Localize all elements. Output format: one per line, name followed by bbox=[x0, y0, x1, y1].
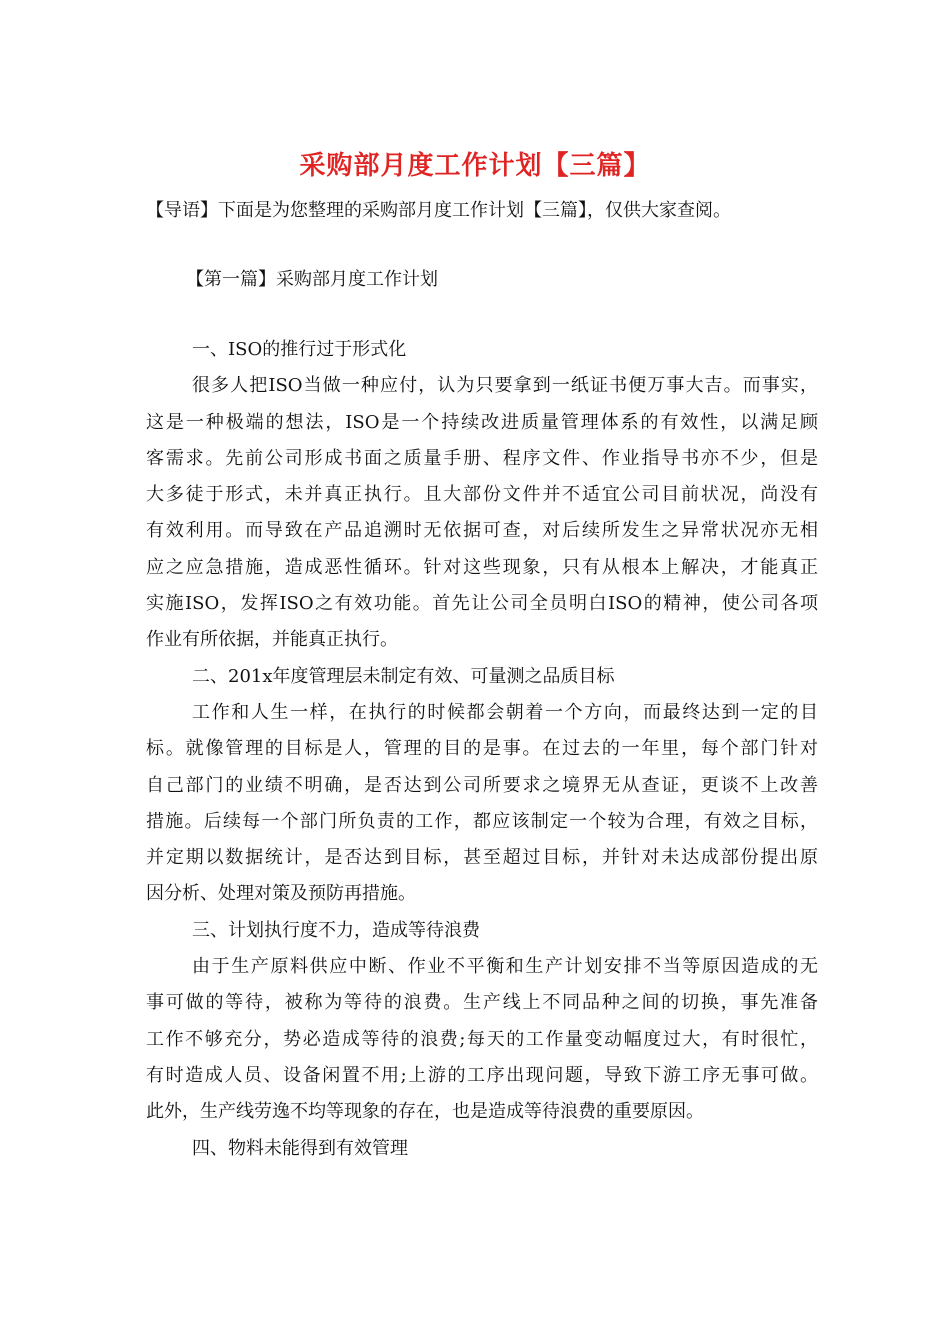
paragraph-line: 工作和人生一样，在执行的时候都会朝着一个方向，而最终达到一定的目 bbox=[192, 701, 818, 723]
paragraph-line: 作业有所依据，并能真正执行。 bbox=[146, 629, 398, 651]
section-heading: 【第一篇】采购部月度工作计划 bbox=[186, 269, 438, 290]
intro-paragraph: 【导语】下面是为您整理的采购部月度工作计划【三篇】，仅供大家查阅。 bbox=[146, 200, 731, 221]
paragraph-line: 有效利用。而导致在产品追溯时无依据可查，对后续所发生之异常状况亦无相 bbox=[146, 520, 818, 542]
paragraph-line: 客需求。先前公司形成书面之质量手册、程序文件、作业指导书亦不少，但是 bbox=[146, 447, 818, 469]
document-title: 采购部月度工作计划【三篇】 bbox=[299, 151, 651, 181]
paragraph-line: 由于生产原料供应中断、作业不平衡和生产计划安排不当等原因造成的无 bbox=[192, 956, 818, 978]
paragraph-line: 这是一种极端的想法，ISO是一个持续改进质量管理体系的有效性，以满足顾 bbox=[146, 411, 818, 433]
subheading: 二、201x年度管理层未制定有效、可量测之品质目标 bbox=[192, 665, 615, 687]
paragraph-line: 工作不够充分，势必造成等待的浪费;每天的工作量变动幅度过大，有时很忙， bbox=[146, 1028, 818, 1050]
paragraph-line: 实施ISO，发挥ISO之有效功能。首先让公司全员明白ISO的精神，使公司各项 bbox=[146, 593, 818, 615]
paragraph-line: 有时造成人员、设备闲置不用;上游的工序出现问题，导致下游工序无事可做。 bbox=[146, 1064, 818, 1086]
subheading: 四、物料未能得到有效管理 bbox=[192, 1137, 408, 1159]
paragraph-line: 自己部门的业绩不明确，是否达到公司所要求之境界无从查证，更谈不上改善 bbox=[146, 774, 818, 796]
paragraph-line: 大多徒于形式，未并真正执行。且大部份文件并不适宜公司目前状况，尚没有 bbox=[146, 484, 818, 506]
paragraph-line: 很多人把ISO当做一种应付，认为只要拿到一纸证书便万事大吉。而事实， bbox=[192, 375, 818, 397]
paragraph-line: 并定期以数据统计，是否达到目标，甚至超过目标，并针对未达成部份提出原 bbox=[146, 847, 818, 869]
paragraph-line: 此外，生产线劳逸不均等现象的存在，也是造成等待浪费的重要原因。 bbox=[146, 1101, 704, 1123]
paragraph-line: 因分析、处理对策及预防再措施。 bbox=[146, 883, 416, 905]
paragraph-line: 措施。后续每一个部门所负责的工作，都应该制定一个较为合理，有效之目标， bbox=[146, 810, 818, 832]
paragraph-line: 事可做的等待，被称为等待的浪费。生产线上不同品种之间的切换，事先准备 bbox=[146, 992, 818, 1014]
paragraph-line: 标。就像管理的目标是人，管理的目的是事。在过去的一年里，每个部门针对 bbox=[146, 738, 818, 760]
subheading: 三、计划执行度不力，造成等待浪费 bbox=[192, 919, 480, 941]
subheading: 一、ISO的推行过于形式化 bbox=[192, 339, 407, 360]
document-body bbox=[146, 332, 818, 1167]
paragraph-line: 应之应急措施，造成恶性循环。针对这些现象，只有从根本上解决，才能真正 bbox=[146, 556, 818, 578]
